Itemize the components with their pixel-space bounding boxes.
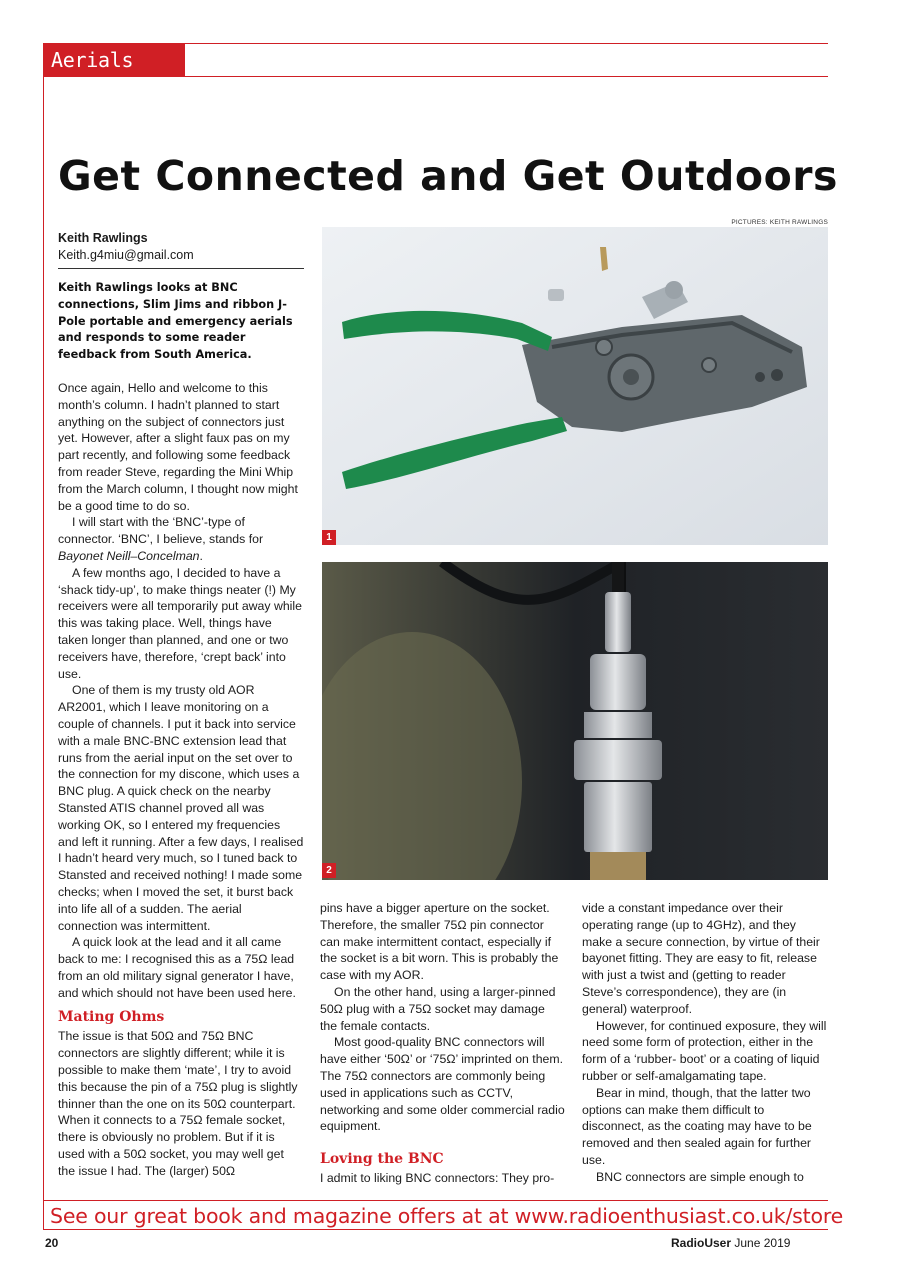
figure-number: 2: [322, 863, 336, 878]
italic-term: Bayonet Neill–Concelman: [58, 548, 200, 563]
paragraph: A few months ago, I decided to have a ‘shack tidy-up’, to make things neater (!) My receivers were all temporarily put away while this was taking place. Well, things have taken longer than planned, and one or two receivers have, therefore, ‘crept back’ into use.: [58, 565, 302, 681]
paragraph: A quick look at the lead and it all came back to me: I recognised this as a 75Ω lead from an old military signal generator I have, and which should not have been used here.: [58, 935, 296, 1000]
paragraph: I will start with the ‘BNC’-type of connector. ‘BNC’, I believe, stands for Bayonet Neill–Concelman.: [58, 515, 264, 563]
paragraph: BNC connectors are simple enough to: [596, 1169, 804, 1184]
body-column-1: [58, 380, 304, 1180]
page-number: 20: [45, 1236, 59, 1250]
footer-rule-top: [43, 1200, 828, 1201]
paragraph: Most good-quality BNC connectors will have either ‘50Ω’ or ‘75Ω’ imprinted on them. The 75Ω connectors are commonly being used in applications such as CCTV, networking and some older commercial radio equipment.: [320, 1035, 565, 1134]
footer-promo-banner[interactable]: See our great book and magazine offers at at www.radioenthusiast.co.uk/store: [50, 1204, 844, 1228]
footer-magazine: [671, 1236, 790, 1250]
magazine-name: RadioUser: [671, 1236, 732, 1250]
body-column-2: [320, 900, 565, 1187]
picture-credit: PICTURES: KEITH RAWLINGS: [731, 219, 828, 226]
body-column-3: [582, 900, 828, 1186]
figure-number: 1: [322, 530, 336, 545]
paragraph: pins have a bigger aperture on the socket. Therefore, the smaller 75Ω pin connector can make intermittent contact, especially if the socket is a bit worn. This is probably the case with my AOR.: [320, 901, 559, 983]
author-email[interactable]: Keith.g4miu@gmail.com: [58, 248, 194, 262]
header-rule-bottom: [43, 76, 828, 77]
photo-crimping-pliers: [322, 227, 828, 545]
author-divider: [58, 268, 304, 269]
issue-date: June 2019: [734, 1236, 791, 1250]
paragraph: One of them is my trusty old AOR AR2001, which I leave monitoring on a couple of channels. I put it back into service with a male BNC-BNC extension lead that runs from the aerial input on the set over to the connection for my discone, which uses a BNC plug. A quick check on the nearby Stansted ATIS channel proved all was working OK, so I entered my frequencies and left it running. After a few days, I realised I hadn’t heard very much, so I tuned back to Stansted and received nothing! I made some checks; when I moved the set, it burst back into life all of a sudden. The aerial connection was intermittent.: [58, 683, 304, 933]
paragraph: However, for continued exposure, they will need some form of protection, either in the form of a ‘rubber- boot’ or a coating of liquid rubber or self-amalgamating tape.: [582, 1018, 827, 1083]
paragraph: On the other hand, using a larger-pinned 50Ω plug with a 75Ω socket may damage the female contacts.: [320, 984, 556, 1033]
standfirst: Keith Rawlings looks at BNC connections, Slim Jims and ribbon J-Pole portable and emergency aerials and responds to some reader feedback from South America.: [58, 281, 293, 362]
footer-rule-bottom: [43, 1229, 828, 1230]
paragraph: Bear in mind, though, that the latter two options can make them difficult to disconnect, as the coating may have to be removed and then sealed again for further use.: [582, 1085, 812, 1167]
left-frame-rule: [43, 76, 44, 1229]
paragraph: I admit to liking BNC connectors: They pro-: [320, 1171, 555, 1186]
author-name: Keith Rawlings: [58, 231, 148, 245]
paragraph: vide a constant impedance over their operating range (up to 4GHz), and they make a secure connection, by virtue of their bayonet fitting. They are easy to fit, release with just a twist and (getting to reader Steve’s correspondence), they are (in general) waterproof.: [582, 901, 820, 1016]
subheading: Mating Ohms: [58, 1009, 165, 1026]
paragraph: The issue is that 50Ω and 75Ω BNC connectors are slightly different; while it is possible to make them ‘mate’, I try to avoid this because the pin of a 75Ω plug is slightly thinner than the one on its 50Ω counterpart. When it connects to a 75Ω female socket, there is obviously no problem. But if it is used with a 50Ω socket, you may well get the issue I had. The (larger) 50Ω: [58, 1029, 298, 1178]
paragraph: Once again, Hello and welcome to this month’s column. I hadn’t planned to start anything on the subject of connectors just yet. However, after a slight faux pas on my part recently, and following some feedback from reader Steve, regarding the Mini Whip from the March column, I thought now might be a good time to do so.: [58, 381, 298, 513]
subheading: Loving the BNC: [320, 1151, 444, 1168]
section-tab: Aerials Now!: [43, 44, 185, 76]
photo-bnc-connector: [322, 562, 828, 880]
article-headline: Get Connected and Get Outdoors: [58, 152, 838, 200]
